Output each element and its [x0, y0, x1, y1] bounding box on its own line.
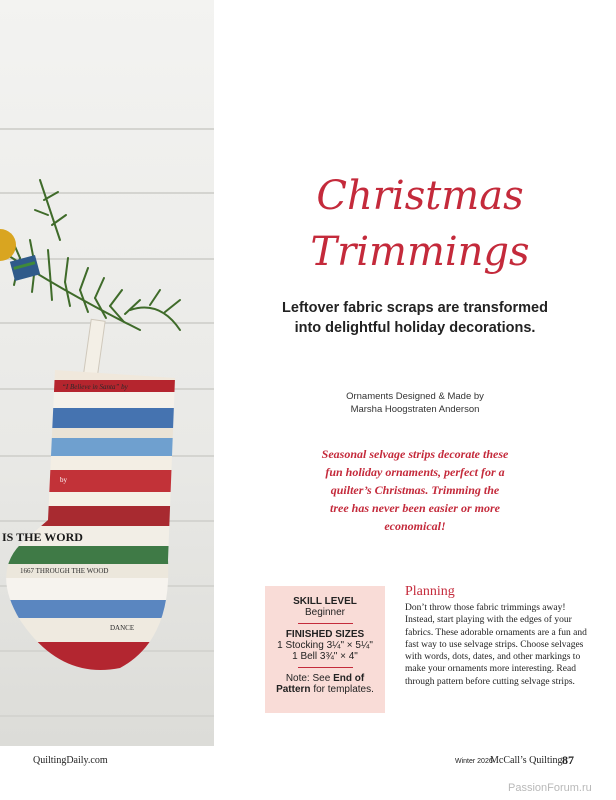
- credit-line: Ornaments Designed & Made by: [346, 391, 484, 402]
- hanging-loop: [83, 319, 105, 380]
- template-note: [265, 673, 385, 695]
- selvage-text: IS THE WORD: [2, 530, 83, 544]
- selvage-strips: [0, 360, 214, 682]
- selvage-text: DANCE: [110, 624, 135, 632]
- skill-level-value: Beginner: [304, 607, 346, 618]
- skill-level-label: SKILL LEVEL: [293, 596, 357, 607]
- page-title-line2: Trimmings: [310, 229, 530, 275]
- gold-ornament: [0, 229, 16, 261]
- designer-credit: [320, 390, 510, 416]
- note-suffix: for templates.: [313, 684, 374, 695]
- planning-body: Don’t throw those fabric trimmings away! Instead, start playing with the edges of your fabrics. These adorable ornaments are a fun and fast way to use selvage strips. Choose selvages with words, dots, dates, and other markings to make your ornaments more interesting. Read through pattern before cutting selvage strips.: [405, 603, 587, 687]
- footer-issue: Winter 2026: [455, 758, 493, 765]
- note-prefix: Note: See: [285, 673, 331, 684]
- divider: [298, 667, 353, 668]
- finished-sizes-label: FINISHED SIZES: [285, 629, 365, 640]
- end-of-pattern-link[interactable]: End of Pattern: [276, 673, 365, 695]
- page-number: 87: [562, 753, 574, 767]
- skill-level-box: [265, 586, 385, 713]
- stocking-illustration: [0, 0, 214, 746]
- designer-name: Marsha Hoogstraten Anderson: [350, 404, 480, 415]
- finished-size-stocking: 1 Stocking 3¼" × 5¼": [277, 640, 373, 651]
- divider: [298, 623, 353, 624]
- selvage-text: “I Believe in Santa” by: [62, 383, 128, 391]
- pine-branch: [0, 180, 180, 330]
- selvage-text: by: [60, 476, 67, 484]
- stocking-photo: [0, 0, 214, 746]
- planning-heading: Planning: [405, 584, 455, 599]
- page-title-line1: Christmas: [316, 173, 524, 219]
- watermark: PassionForum.ru: [508, 782, 592, 794]
- selvage-text: 1667 THROUGH THE WOOD: [20, 567, 109, 575]
- intro-text: Seasonal selvage strips decorate these fun holiday ornaments, perfect for a quilter’s Christmas. Trimming the tree has never been easier or more economical!: [321, 447, 509, 533]
- planning-section: [405, 584, 590, 688]
- footer-magazine: McCall’s Quilting: [490, 755, 563, 766]
- subtitle: Leftover fabric scraps are transformed into delightful holiday decorations.: [282, 300, 548, 336]
- footer-site: QuiltingDaily.com: [33, 755, 108, 766]
- finished-size-bell: 1 Bell 3¾" × 4": [292, 651, 358, 662]
